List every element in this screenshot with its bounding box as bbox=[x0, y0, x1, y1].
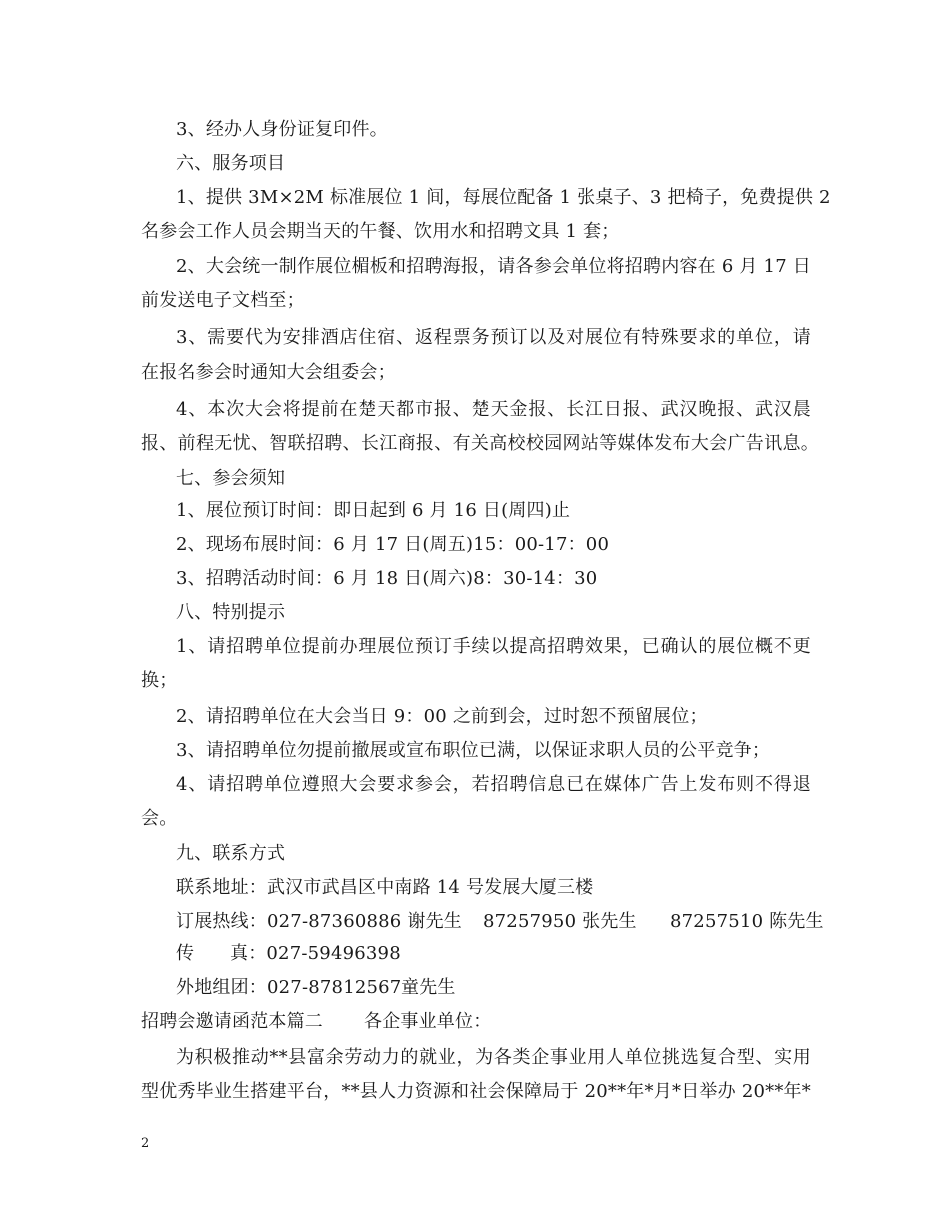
text-line: 3、招聘活动时间：6 月 18 日(周六)8：30-14：30 bbox=[176, 568, 598, 589]
text-line: 3、经办人身份证复印件。 bbox=[176, 119, 388, 140]
outside-group-phone: 外地组团：027-87812567 bbox=[176, 977, 402, 998]
text-line: 换； bbox=[141, 670, 178, 691]
fax-line bbox=[176, 937, 816, 971]
text-line: 4、本次大会将提前在楚天都市报、楚天金报、长江日报、武汉晚报、武汉晨 bbox=[176, 399, 811, 420]
text-line: 4、请招聘单位遵照大会要求参会，若招聘信息已在媒体广告上发布则不得退 bbox=[176, 774, 811, 795]
text-line: 报、前程无忧、智联招聘、长江商报、有关高校校园网站等媒体发布大会广告讯息。 bbox=[141, 433, 819, 454]
fax-label: 传 bbox=[176, 943, 195, 964]
text-line: 名参会工作人员会期当天的午餐、饮用水和招聘文具 1 套； bbox=[141, 221, 620, 242]
section-heading: 九、联系方式 bbox=[176, 843, 286, 864]
text-line: 3、需要代为安排酒店住宿、返程票务预订以及对展位有特殊要求的单位，请 bbox=[176, 327, 811, 348]
page-number: 2 bbox=[141, 1136, 150, 1151]
hotline-line bbox=[176, 905, 824, 939]
outside-group-contact: 童先生 bbox=[401, 977, 456, 998]
text-line: 2、现场布展时间：6 月 17 日(周五)15：00-17：00 bbox=[176, 534, 610, 555]
hotline-contact-1: 订展热线：027-87360886 谢先生 bbox=[176, 911, 462, 932]
hotline-contact-3: 87257510 陈先生 bbox=[670, 911, 824, 932]
section2-greeting: 各企事业单位： bbox=[364, 1011, 492, 1032]
section2-line bbox=[141, 1005, 811, 1039]
text-line: 2、大会统一制作展位楣板和招聘海报，请各参会单位将招聘内容在 6 月 17 日 bbox=[176, 256, 811, 277]
outside-group-line bbox=[176, 971, 816, 1005]
text-line: 前发送电子文档至； bbox=[141, 290, 305, 311]
section-heading: 六、服务项目 bbox=[176, 153, 286, 174]
text-line: 1、展位预订时间：即日起到 6 月 16 日(周四)止 bbox=[176, 500, 571, 521]
section2-title: 招聘会邀请函范本篇二 bbox=[141, 1011, 323, 1032]
section-heading: 八、特别提示 bbox=[176, 602, 286, 623]
fax-number: 真：027-59496398 bbox=[230, 943, 401, 964]
text-line: 1、提供 3M×2M 标准展位 1 间，每展位配备 1 张桌子、3 把椅子，免费提供 2 bbox=[176, 187, 831, 208]
text-line: 型优秀毕业生搭建平台，**县人力资源和社会保障局于 20**年*月*日举办 20**年* bbox=[141, 1081, 811, 1102]
text-line: 2、请招聘单位在大会当日 9：00 之前到会，过时恕不预留展位； bbox=[176, 706, 708, 727]
text-line: 在报名参会时通知大会组委会； bbox=[141, 362, 396, 383]
text-line: 3、请招聘单位勿提前撤展或宣布职位已满，以保证求职人员的公平竞争； bbox=[176, 740, 771, 761]
hotline-contact-2: 87257950 张先生 bbox=[483, 911, 637, 932]
text-line: 1、请招聘单位提前办理展位预订手续以提高招聘效果，已确认的展位概不更 bbox=[176, 636, 811, 657]
text-line: 联系地址：武汉市武昌区中南路 14 号发展大厦三楼 bbox=[176, 877, 594, 898]
section-heading: 七、参会须知 bbox=[176, 468, 286, 489]
text-line: 会。 bbox=[141, 808, 178, 829]
text-line: 为积极推动**县富余劳动力的就业，为各类企事业用人单位挑选复合型、实用 bbox=[176, 1047, 811, 1068]
